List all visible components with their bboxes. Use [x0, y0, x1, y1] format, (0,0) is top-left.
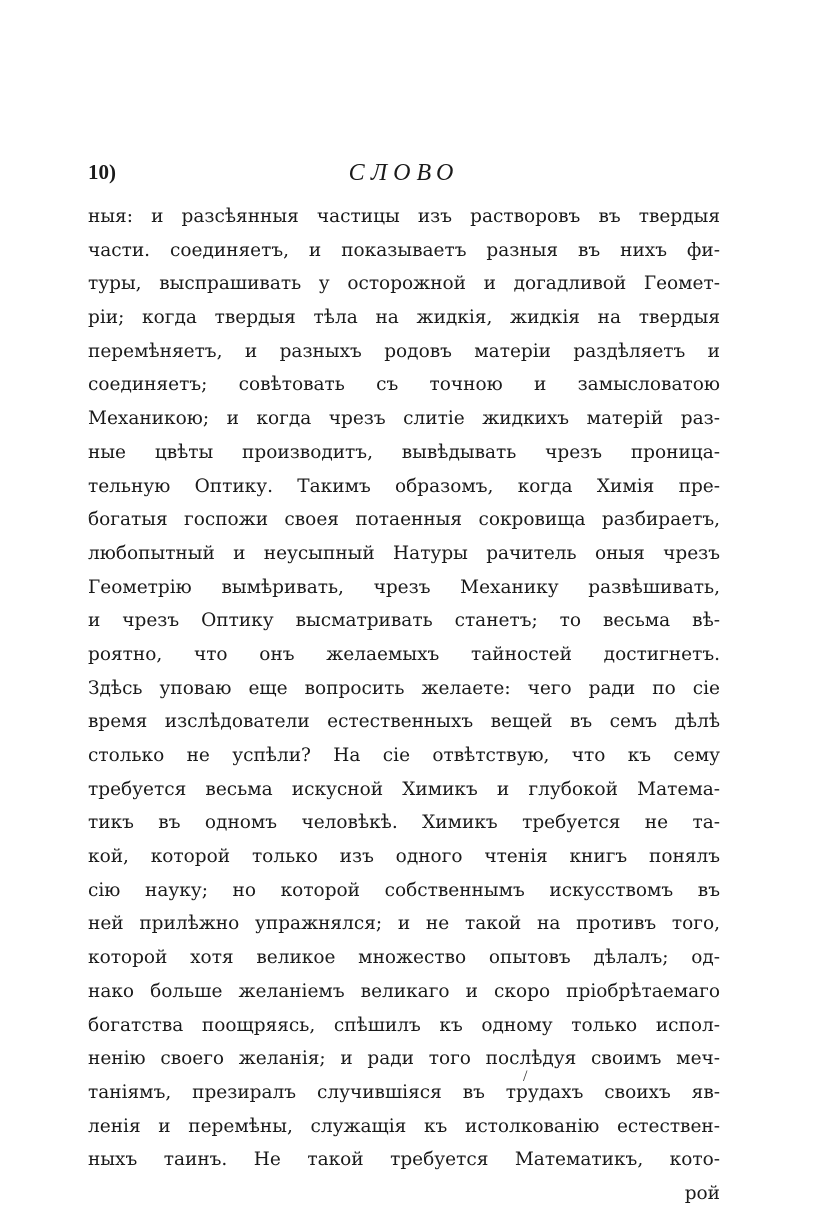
text-line: сiю науку; но которой собственнымъ искусствомъ въ — [88, 879, 720, 901]
page-header — [88, 160, 720, 196]
text-line: Геометрiю вымѣривать, чрезъ Механику развѣшивать, — [88, 576, 720, 598]
text-line: кой, которой только изъ одного чтенiя книгъ понялъ — [88, 846, 720, 868]
text-line: нако больше желанiемъ великаго и скоро прiобрѣтаемаго — [88, 980, 720, 1002]
text-line-catchword: рой — [684, 1182, 720, 1204]
text-line: столько не успѣли? На сiе отвѣтствую, что къ сему — [88, 745, 720, 766]
stray-ink-mark: / — [523, 1068, 528, 1085]
text-line: Здѣсь уповаю еще вопросить желаете: чего ради по сiе — [88, 677, 720, 699]
body-text — [88, 200, 720, 1211]
running-title: СЛОВО — [348, 160, 460, 186]
text-line: тикъ въ одномъ человѣкѣ. Химикъ требуется не та- — [88, 812, 720, 834]
text-line: тельную Оптику. Такимъ образомъ, когда Химiя пре- — [88, 475, 720, 497]
text-line: богатыя госпожи своея потаенныя сокровища разбираетъ, — [88, 509, 720, 531]
text-line: роятно, что онъ желаемыхъ тайностей достигнетъ. — [88, 643, 720, 665]
text-line: которой хотя великое множество опытовъ дѣлалъ; од- — [88, 947, 720, 969]
text-line: богатства поощряясь, спѣшилъ къ одному только испол- — [88, 1014, 720, 1036]
text-line: требуется весьма искусной Химикъ и глубокой Матема- — [88, 778, 720, 800]
text-line: ные цвѣты производитъ, вывѣдывать чрезъ проница- — [88, 441, 720, 463]
text-line: туры, выспрашивать у осторожной и догадливой Геомет- — [88, 273, 720, 295]
page-number: 10) — [88, 160, 116, 184]
text-line: ней прилѣжно упражнялся; и не такой на противъ того, — [88, 913, 720, 935]
text-line: Механикою; и когда чрезъ слитiе жидкихъ матерiй раз- — [88, 408, 720, 430]
text-line: ныя: и разсѣянныя частицы изъ растворовъ въ твердыя — [88, 206, 720, 227]
text-line: ненiю своего желанiя; и ради того послѣдуя своимъ меч- — [88, 1048, 720, 1070]
text-line: рiи; когда твердыя тѣла на жидкiя, жидкiя на твердыя — [88, 307, 720, 329]
text-line: части. соединяетъ, и показываетъ разныя въ нихъ фи- — [88, 239, 720, 261]
text-line: время изслѣдователи естественныхъ вещей въ семъ дѣлѣ — [88, 711, 720, 733]
text-line: танiямъ, презиралъ случившiяся въ трудахъ своихъ яв- — [88, 1081, 720, 1103]
text-line: ленiя и перемѣны, служащiя къ истолкованiю естествен- — [88, 1115, 720, 1137]
text-line: и чрезъ Оптику высматривать станетъ; то весьма вѣ- — [88, 610, 720, 632]
text-line: ныхъ таинъ. Не такой требуется Математикъ, кото- — [88, 1149, 720, 1171]
text-line: перемѣняетъ, и разныхъ родовъ матерiи раздѣляетъ и — [88, 340, 720, 362]
text-line: любопытный и неусыпный Натуры рачитель оныя чрезъ — [88, 542, 720, 564]
text-line: соединяетъ; совѣтовать съ точною и замысловатою — [88, 374, 720, 396]
